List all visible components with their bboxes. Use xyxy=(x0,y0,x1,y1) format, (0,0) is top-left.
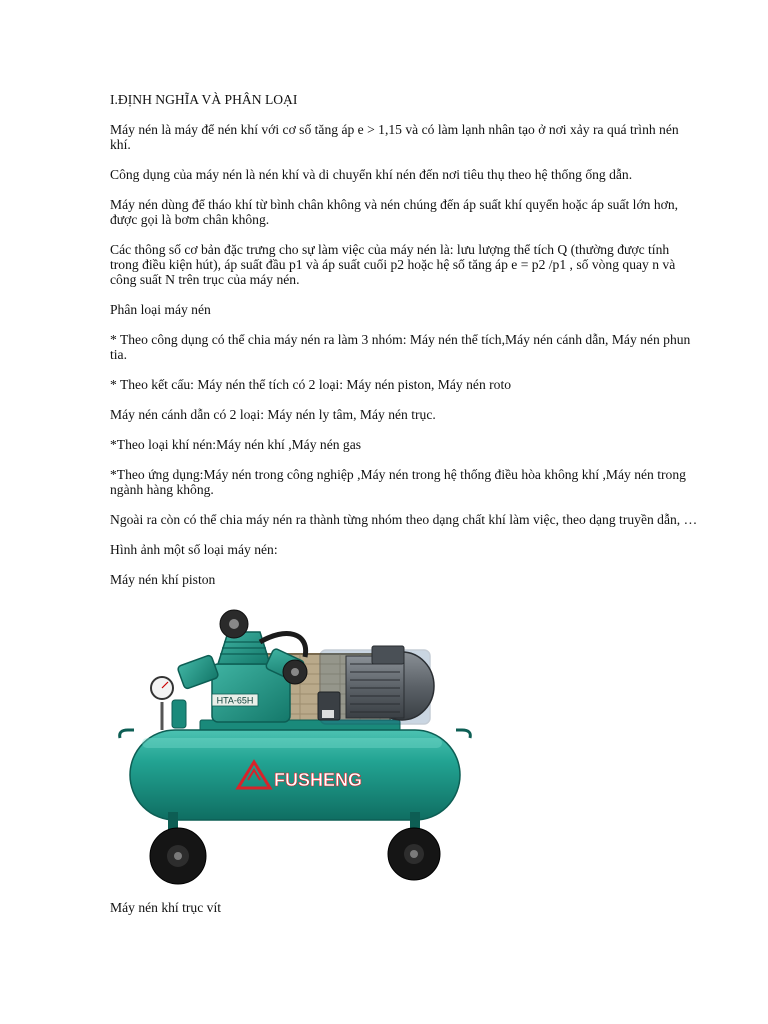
paragraph-piston-caption: Máy nén khí piston xyxy=(110,572,216,587)
paragraph-definition: Máy nén là máy để nén khí với cơ số tăng áp e > 1,15 và có làm lạnh nhân tạo ở nơi xảy ra quá trình nén khí. xyxy=(110,122,679,152)
brand-label: FUSHENG xyxy=(274,770,363,790)
paragraph-classification-title: Phân loại máy nén xyxy=(110,302,211,317)
paragraph-parameters: Các thông số cơ bản đặc trưng cho sự làm việc của máy nén là: lưu lượng thể tích Q (thường được tính trong điều kiện hút), áp suất đầu p1 và áp suất cuối p2 hoặc hệ số tăng áp e = p2 /p1 , số vòng quay n và công suất N trên trục của máy nén. xyxy=(110,242,676,287)
paragraph-other: Ngoài ra còn có thể chia máy nén ra thành từng nhóm theo dạng chất khí làm việc, theo dạng truyền dẫn, … xyxy=(110,512,698,527)
paragraph-by-application: *Theo ứng dụng:Máy nén trong công nghiệp ,Máy nén trong hệ thống điều hòa không khí ,Máy nén trong ngành hàng không. xyxy=(110,467,686,497)
electric-motor xyxy=(318,646,434,724)
wheels xyxy=(150,812,440,884)
paragraph-by-gas: *Theo loại khí nén:Máy nén khí ,Máy nén gas xyxy=(110,437,362,452)
paragraph-screw-caption: Máy nén khí trục vít xyxy=(110,900,221,915)
paragraph-by-structure: * Theo kết cấu: Máy nén thể tích có 2 loại: Máy nén piston, Máy nén roto xyxy=(110,377,512,392)
model-label: HTA-65H xyxy=(216,695,254,706)
compressor-head xyxy=(177,610,307,722)
piston-compressor-image xyxy=(110,602,482,886)
compressor-illustration xyxy=(110,602,482,886)
paragraph-vacuum-pump: Máy nén dùng để tháo khí từ bình chân không và nén chúng đến áp suất khí quyển hoặc áp suất lớn hơn, được gọi là bơm chân không. xyxy=(110,197,679,227)
paragraph-images-intro: Hình ảnh một số loại máy nén: xyxy=(110,542,278,557)
document-body xyxy=(110,92,698,930)
paragraph-by-purpose: * Theo công dụng có thể chia máy nén ra làm 3 nhóm: Máy nén thể tích,Máy nén cánh dẫn, Máy nén phun tia. xyxy=(110,332,691,362)
paragraph-purpose: Công dụng của máy nén là nén khí và di chuyển khí nén đến nơi tiêu thụ theo hệ thống ống dẫn. xyxy=(110,167,633,182)
pressure-gauge xyxy=(151,677,186,730)
section-heading: I.ĐỊNH NGHĨA VÀ PHÂN LOẠI xyxy=(110,92,298,107)
paragraph-vane-types: Máy nén cánh dẫn có 2 loại: Máy nén ly tâm, Máy nén trục. xyxy=(110,407,436,422)
